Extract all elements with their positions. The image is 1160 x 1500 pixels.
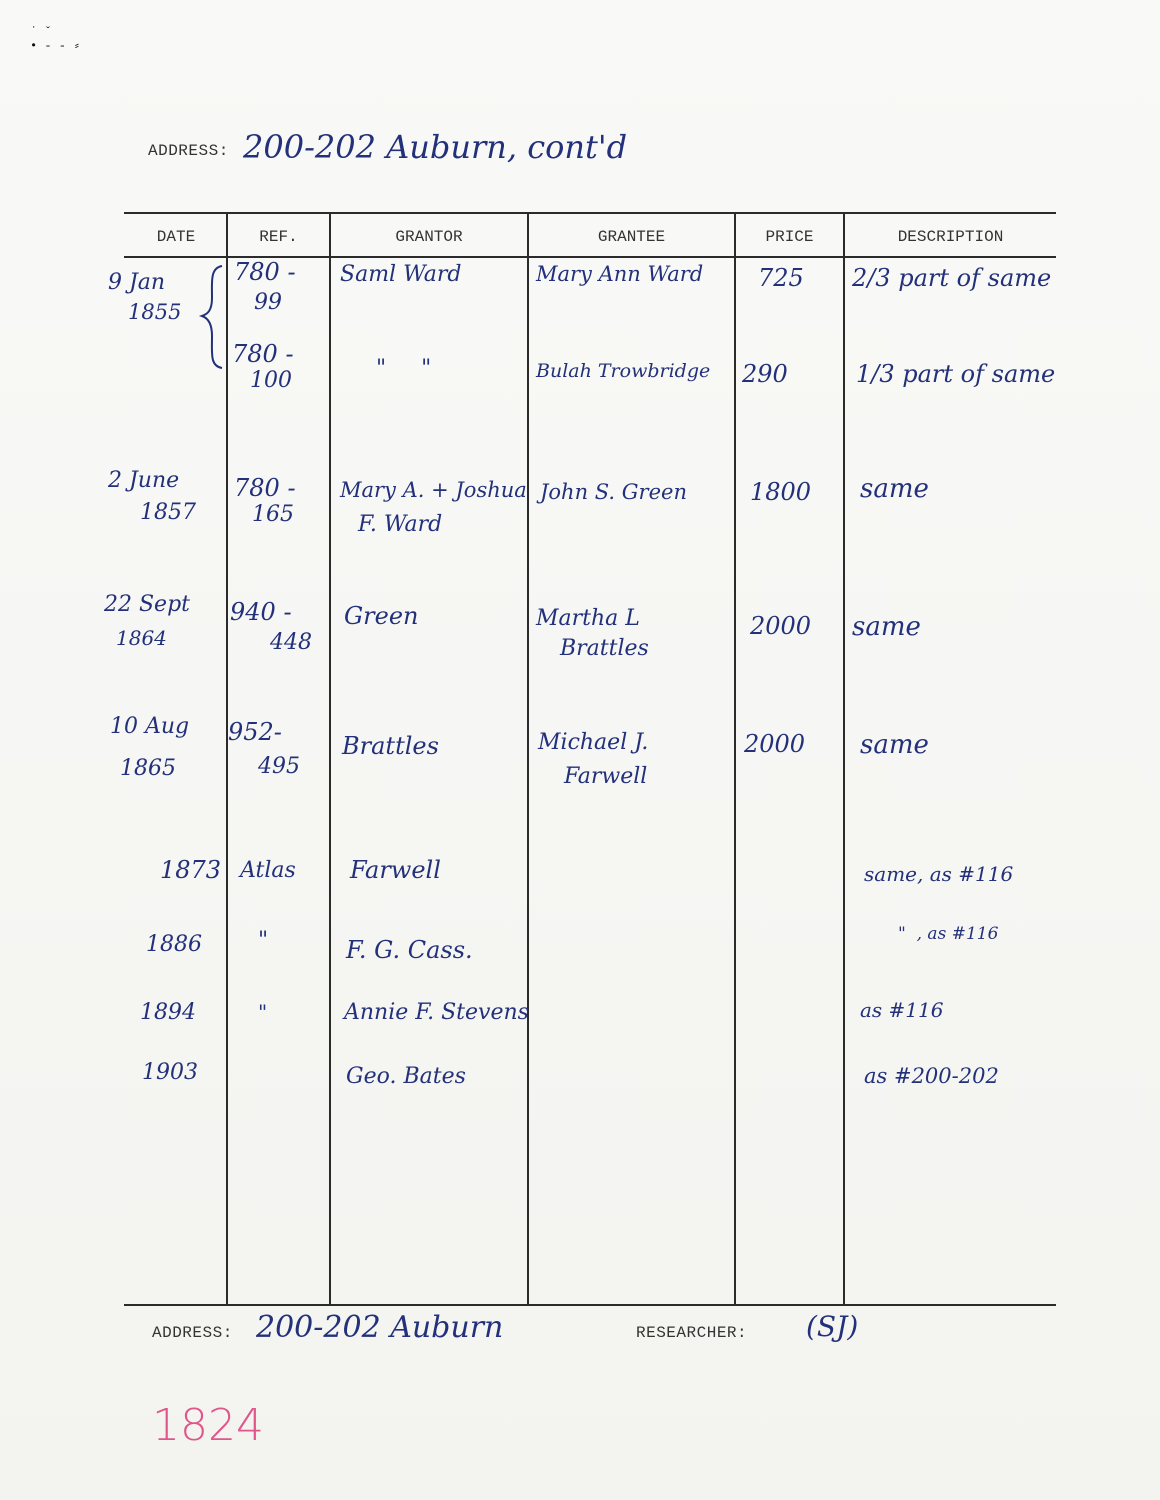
table-row-grantee: John S. Green [540, 480, 687, 504]
table-row-ref: 952- [228, 718, 282, 746]
table-row-date: 10 Aug [110, 714, 190, 739]
column-divider [226, 212, 228, 1304]
column-header-price: PRICE [765, 228, 814, 246]
table-row-date-year: 1855 [128, 300, 182, 324]
researcher-label: RESEARCHER: [636, 1324, 748, 1342]
column-divider [527, 212, 529, 1304]
table-row-date-year: 1865 [120, 756, 176, 781]
page-number-stamp: 1824 [152, 1400, 264, 1451]
table-row-date: 1903 [142, 1060, 198, 1085]
table-row-date: 1894 [140, 1000, 196, 1025]
table-row-ref: 940 - [230, 598, 292, 626]
table-bottom-rule [124, 1304, 1056, 1306]
table-row-price: 2000 [744, 730, 806, 758]
column-divider [843, 212, 845, 1304]
table-row-ref-page: 100 [250, 368, 292, 393]
table-row-ref-page: 448 [270, 630, 312, 655]
table-row-description: same [860, 474, 929, 504]
table-row-description: as #200-202 [864, 1064, 999, 1088]
table-row-grantor: Geo. Bates [346, 1064, 466, 1089]
table-row-date: 9 Jan [108, 270, 166, 295]
table-row-description: 1/3 part of same [856, 360, 1056, 388]
table-row-grantor: Mary A. + Joshua [340, 478, 527, 502]
table-row-grantor: Brattles [342, 732, 439, 760]
table-row-ref: Atlas [240, 858, 296, 883]
table-row-grantor: " " [376, 356, 432, 381]
table-row-grantee: Michael J. [538, 730, 649, 755]
table-row-ref: " [258, 1000, 268, 1024]
column-header-ref: REF. [259, 228, 298, 246]
table-row-description: same [852, 612, 921, 642]
table-row-date: 1873 [160, 856, 222, 884]
table-row-description: 2/3 part of same [852, 264, 1052, 292]
table-row-grantor: Saml Ward [340, 262, 462, 287]
table-row-grantor: Annie F. Stevens [344, 1000, 529, 1025]
table-row-price: 2000 [750, 612, 812, 640]
column-header-grantor: GRANTOR [395, 228, 463, 246]
table-row-grantee: Bulah Trowbridge [536, 360, 711, 382]
address-value: 200-202 Auburn, cont'd [243, 128, 628, 166]
table-row-price: 1800 [750, 478, 812, 506]
table-row-grantor: Farwell [350, 856, 441, 884]
researcher-value: (SJ) [806, 1310, 859, 1343]
table-row-grantor: Green [344, 602, 419, 630]
table-row-date-year: 1864 [116, 626, 167, 650]
table-row-date: 1886 [146, 932, 202, 957]
footer-address-label: ADDRESS: [152, 1324, 233, 1342]
table-row-grantee: Mary Ann Ward [536, 262, 704, 286]
table-top-rule [124, 212, 1056, 214]
column-header-description: DESCRIPTION [897, 228, 1004, 246]
row-group-brace [196, 262, 230, 374]
column-divider [329, 212, 331, 1304]
column-header-date: DATE [156, 228, 196, 246]
table-row-description: same [860, 730, 929, 760]
table-row-ref: " [258, 928, 269, 953]
table-row-ref-page: 495 [258, 754, 300, 779]
column-divider [734, 212, 736, 1304]
table-row-grantor-cont: F. Ward [358, 512, 443, 537]
column-header-grantee: GRANTEE [597, 228, 666, 246]
scan-specks: ˙ ˇ • ‐ ‐ ⸗ [30, 25, 81, 53]
table-row-description: " , as #116 [898, 924, 999, 944]
address-label: ADDRESS: [148, 142, 229, 160]
table-row-date: 22 Sept [104, 592, 191, 617]
table-row-ref: 780 - [232, 340, 294, 368]
table-row-grantee-cont: Brattles [560, 636, 649, 661]
table-row-ref: 780 - [234, 474, 296, 502]
footer-address-value: 200-202 Auburn [256, 1310, 504, 1345]
table-row-date: 2 June [108, 468, 180, 493]
table-row-ref-page: 99 [254, 290, 282, 315]
table-row-ref-page: 165 [252, 502, 294, 527]
table-row-description: same, as #116 [864, 862, 1014, 886]
table-row-grantee-cont: Farwell [564, 764, 648, 789]
table-row-description: as #116 [860, 998, 944, 1022]
table-row-price: 725 [758, 264, 804, 292]
table-row-price: 290 [742, 360, 788, 388]
table-row-ref: 780 - [234, 258, 296, 286]
table-row-grantee: Martha L [536, 606, 640, 631]
table-row-date-year: 1857 [140, 500, 196, 525]
table-row-grantor: F. G. Cass. [346, 936, 473, 964]
